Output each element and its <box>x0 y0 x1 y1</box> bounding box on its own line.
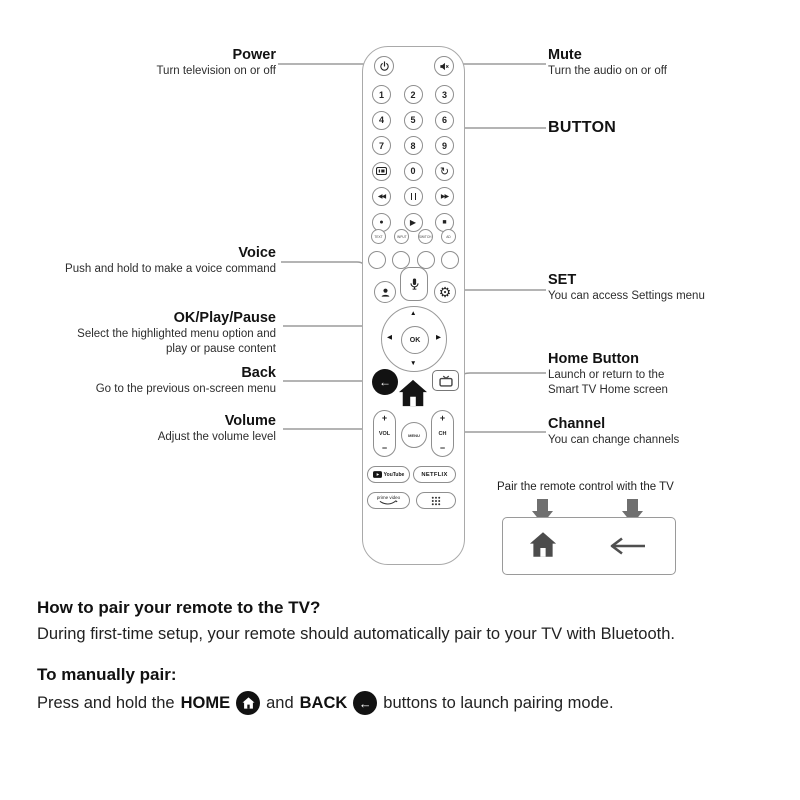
channel-up-label: + <box>439 413 446 423</box>
text-key: TEXT <box>371 229 386 244</box>
back-key <box>372 369 398 395</box>
gear-icon: ⚙ <box>438 284 452 300</box>
callout-back <box>96 365 276 397</box>
channel-down-label: − <box>439 443 446 453</box>
digit-key-8: 8 <box>404 136 423 155</box>
apps-grid-icon <box>431 496 441 506</box>
voice-key <box>400 267 428 301</box>
pair-caption: Pair the remote control with the TV <box>497 481 674 493</box>
voice-label: Voice <box>238 245 276 261</box>
colour-key <box>441 251 459 269</box>
pair-paragraph: During first-time setup, your remote should automatically pair to your TV with Bluetooth. <box>37 625 675 643</box>
volume-up-label: + <box>381 413 388 423</box>
digit-key-9: 9 <box>435 136 454 155</box>
refresh-key <box>435 162 454 181</box>
colour-key <box>368 251 386 269</box>
apps-key <box>416 492 456 509</box>
vol-label: VOL <box>378 430 391 437</box>
ch-label: CH <box>438 430 447 437</box>
pair-home-icon <box>529 531 557 558</box>
back-label: Back <box>241 365 276 381</box>
input-key: INPUT <box>394 229 409 244</box>
remote-illustration <box>362 46 465 565</box>
menu-key: MENU <box>401 422 427 448</box>
dpad-down-icon: ▼ <box>410 359 417 367</box>
prime-video-label-wrap <box>377 496 400 506</box>
callout-ok-play-pause <box>77 310 276 357</box>
dpad-up-icon: ▲ <box>410 310 417 317</box>
callout-volume <box>158 413 276 445</box>
profile-key <box>374 281 396 303</box>
back-word: BACK <box>299 693 348 712</box>
button-label: BUTTON <box>548 119 617 136</box>
volume-rocker <box>373 410 396 457</box>
guide-key <box>372 162 391 181</box>
digit-key-3: 3 <box>435 85 454 104</box>
record-icon: ● <box>379 218 384 226</box>
digit-key-6: 6 <box>435 111 454 130</box>
manual-pair-instruction <box>37 691 614 715</box>
pause-icon <box>411 193 416 200</box>
callout-channel <box>548 416 679 448</box>
pair-heading: How to pair your remote to the TV? <box>37 598 321 617</box>
number-keypad <box>372 85 452 232</box>
callout-button <box>548 119 616 136</box>
play-icon: ▶ <box>409 217 417 227</box>
rewind-key <box>372 187 391 206</box>
back-arrow-icon: ← <box>379 375 391 389</box>
volume-desc: Adjust the volume level <box>157 431 276 443</box>
ok-desc-line2: play or pause content <box>166 343 276 355</box>
callout-home-button <box>548 351 668 398</box>
home-icon <box>398 379 428 407</box>
ok-desc-line1: Select the highlighted menu option and <box>77 328 276 340</box>
dpad-left-icon: ◀ <box>387 334 392 341</box>
callout-power <box>156 47 276 79</box>
inline-back-icon <box>353 691 377 715</box>
mute-desc: Turn the audio on or off <box>548 65 667 77</box>
inline-home-icon <box>236 691 260 715</box>
tv-icon <box>439 375 453 387</box>
back-desc: Go to the previous on-screen menu <box>95 383 276 395</box>
power-desc: Turn television on or off <box>156 65 276 77</box>
youtube-label: YouTube <box>383 471 405 478</box>
tv-key <box>432 370 459 391</box>
pair-box <box>502 517 676 575</box>
fast-forward-icon: ▶▶ <box>440 194 449 200</box>
prime-video-key <box>367 492 410 509</box>
digit-key-4: 4 <box>372 111 391 130</box>
callout-set <box>548 272 705 304</box>
home-key <box>398 379 428 407</box>
rewind-icon: ◀◀ <box>377 194 386 200</box>
home-button-desc-line1: Launch or return to the <box>548 369 665 381</box>
pause-key <box>404 187 423 206</box>
instruction-text-2: and <box>266 693 294 712</box>
callout-voice <box>65 245 276 277</box>
guide-icon <box>376 167 387 175</box>
prime-video-label: prime video <box>376 494 401 500</box>
ok-label: OK/Play/Pause <box>173 310 276 326</box>
settings-key <box>434 281 456 303</box>
set-label: SET <box>548 272 577 288</box>
manual-pair-heading: To manually pair: <box>37 665 177 684</box>
digit-key-1: 1 <box>372 85 391 104</box>
channel-desc: You can change channels <box>548 434 680 446</box>
voice-desc: Push and hold to make a voice command <box>65 263 276 275</box>
ad-key: AD <box>441 229 456 244</box>
dpad-right-icon: ▶ <box>436 334 441 341</box>
power-label: Power <box>232 47 276 63</box>
prime-smile-icon <box>378 500 398 505</box>
refresh-icon: ↻ <box>439 165 450 178</box>
digit-key-0: 0 <box>404 162 423 181</box>
fast-forward-key <box>435 187 454 206</box>
mute-label: Mute <box>548 47 582 63</box>
home-button-label: Home Button <box>548 351 640 367</box>
power-key <box>374 56 394 76</box>
power-icon <box>379 61 390 72</box>
youtube-key <box>367 466 410 483</box>
callout-mute <box>548 47 667 79</box>
microphone-icon <box>408 277 421 292</box>
ok-key: OK <box>401 326 429 354</box>
switch-key: SWITCH <box>418 229 433 244</box>
mute-speaker-icon <box>439 61 450 72</box>
digit-key-7: 7 <box>372 136 391 155</box>
person-icon <box>380 287 391 298</box>
stop-icon: ■ <box>442 218 447 226</box>
volume-label: Volume <box>224 413 276 429</box>
digit-key-2: 2 <box>404 85 423 104</box>
youtube-icon <box>373 471 382 478</box>
home-word: HOME <box>180 693 231 712</box>
set-desc: You can access Settings menu <box>548 290 705 302</box>
function-key-row <box>371 229 456 244</box>
instruction-text-3: buttons to launch pairing mode. <box>383 693 614 712</box>
dpad <box>381 306 447 372</box>
pair-back-arrow-icon <box>607 536 647 556</box>
digit-key-5: 5 <box>404 111 423 130</box>
channel-rocker <box>431 410 454 457</box>
netflix-key <box>413 466 456 483</box>
channel-label: Channel <box>548 416 606 432</box>
mute-key <box>434 56 454 76</box>
inline-back-arrow: ← <box>358 695 372 711</box>
volume-down-label: − <box>381 443 388 453</box>
instruction-text-1: Press and hold the <box>37 693 175 712</box>
home-button-desc-line2: Smart TV Home screen <box>548 384 668 396</box>
netflix-label: NETFLIX <box>421 471 448 478</box>
